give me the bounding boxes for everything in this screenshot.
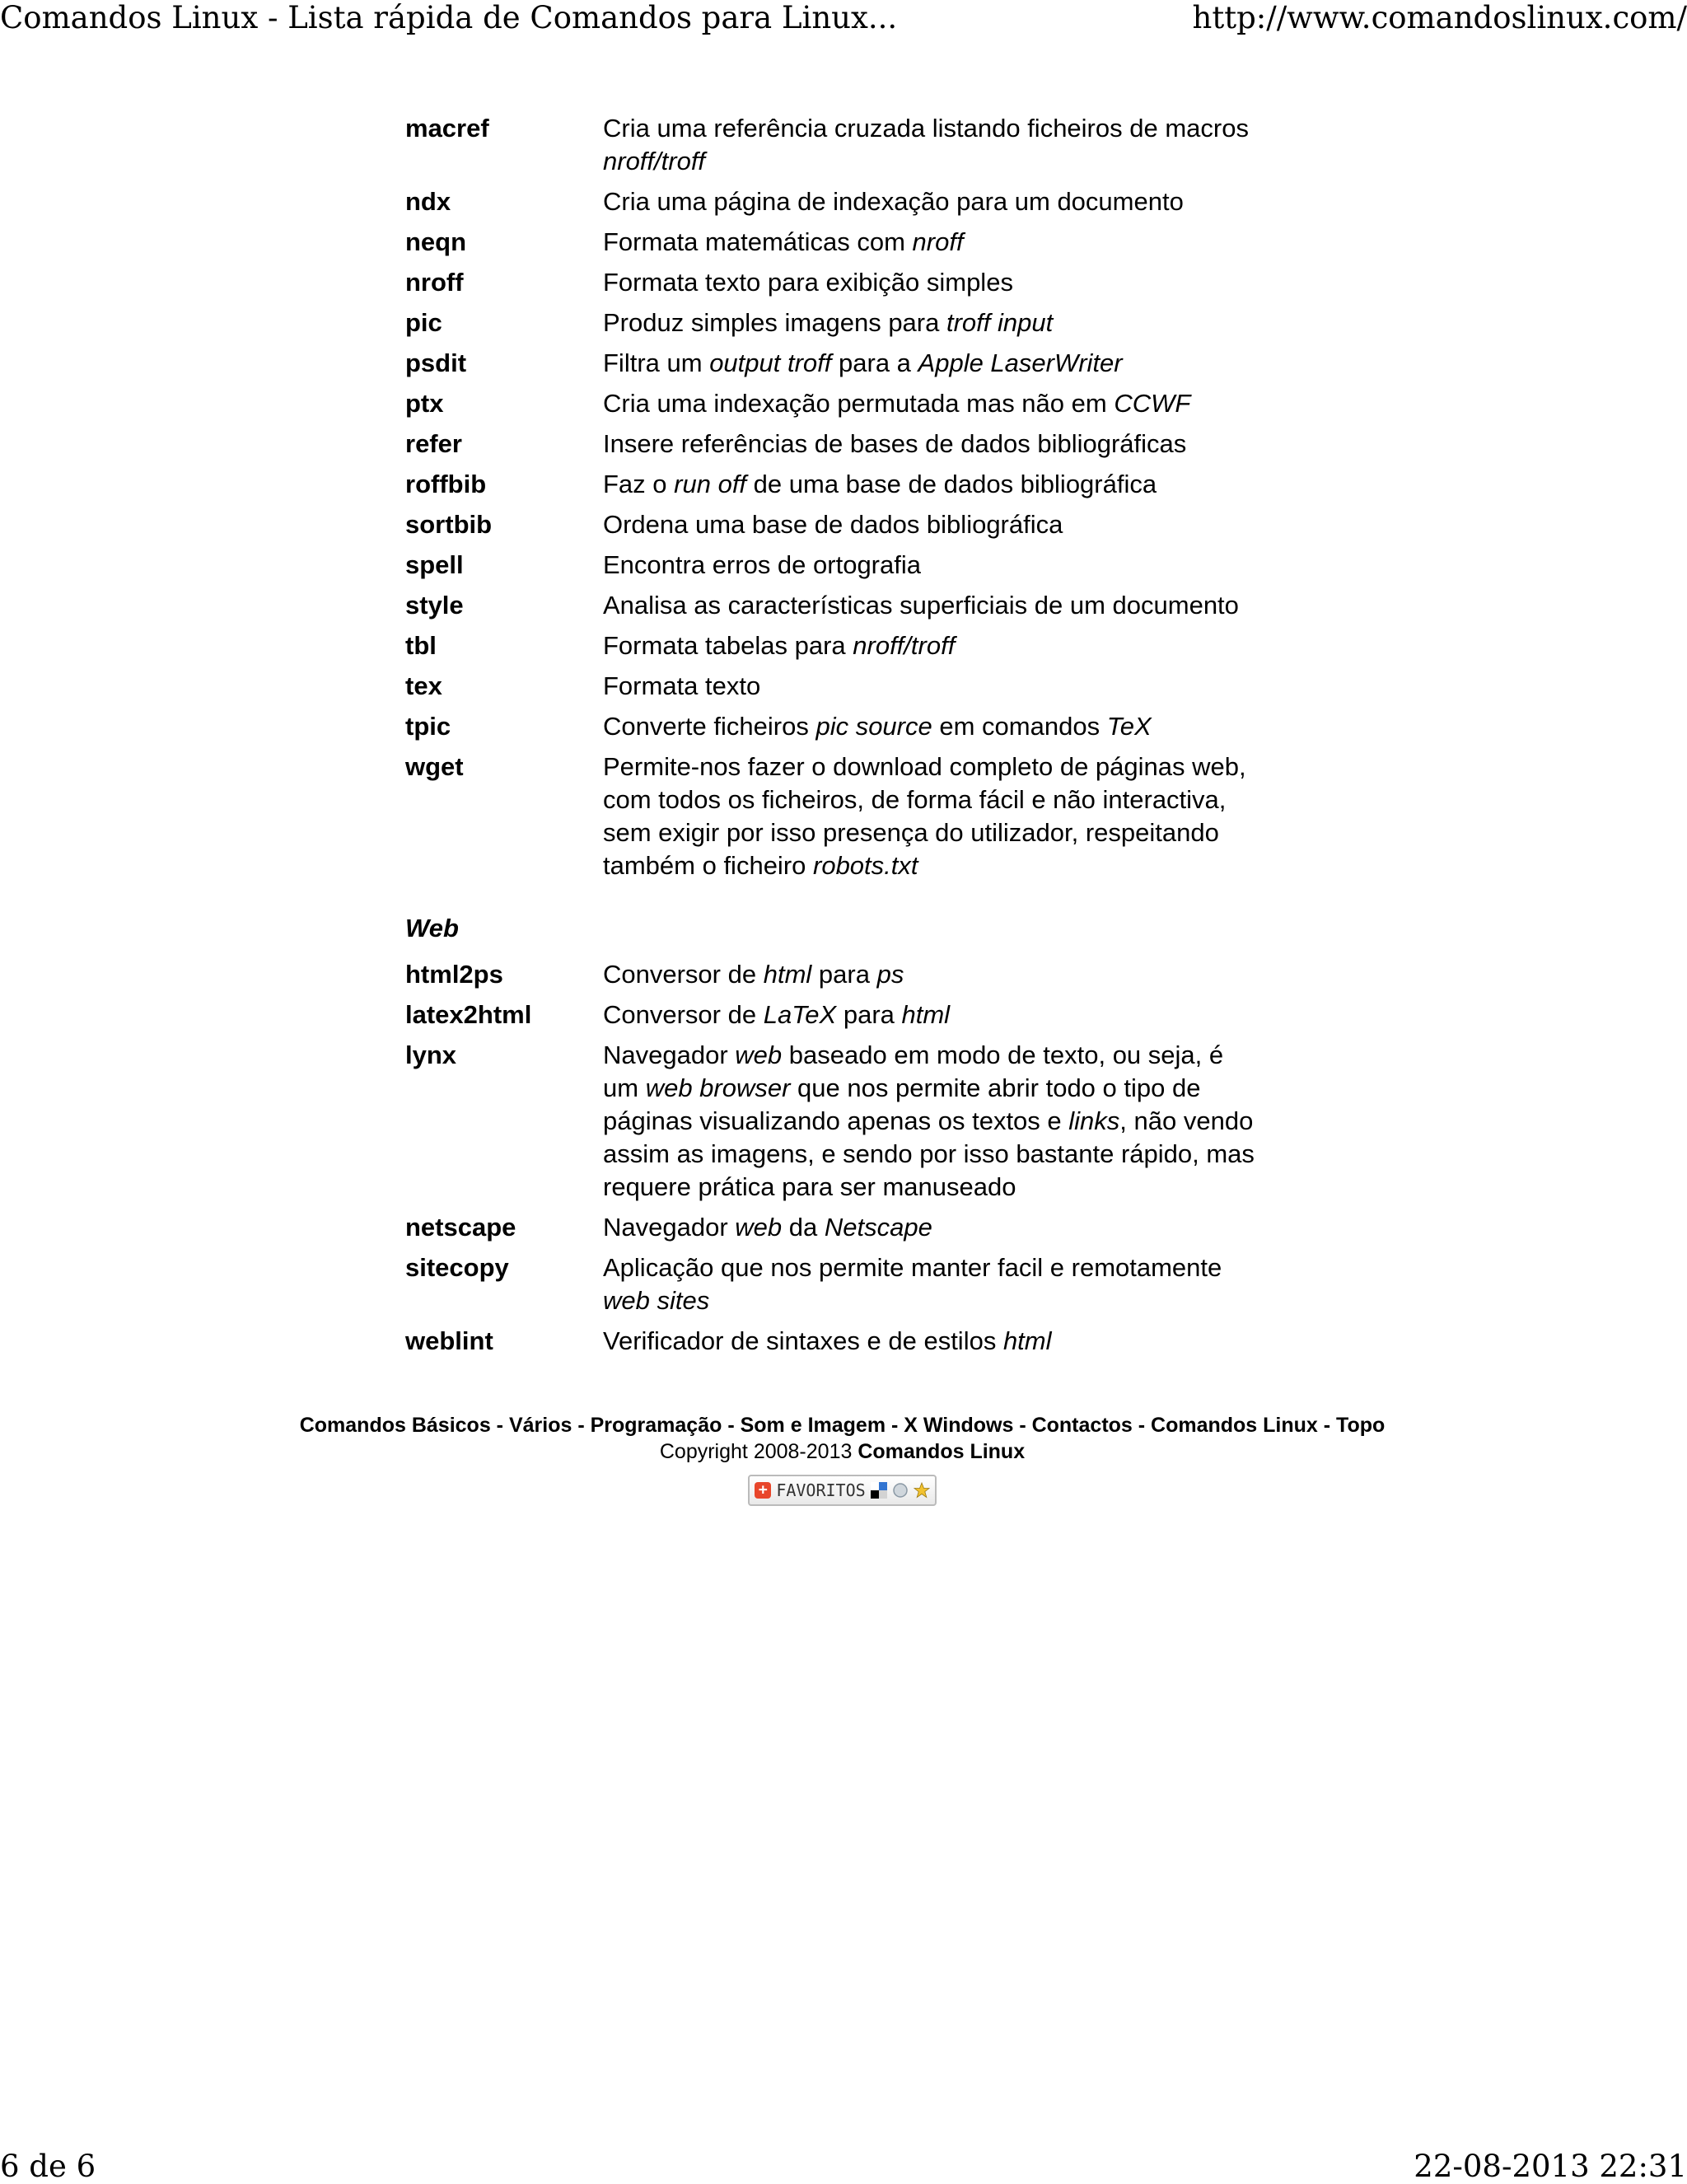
description-text: que nos permite abrir todo o tipo de páginas visualizando apenas os textos e	[603, 1073, 1201, 1135]
command-description	[603, 387, 1262, 420]
description-text: Navegador	[603, 1213, 736, 1242]
description-text: Analisa as características superficiais de um documento	[603, 591, 1239, 620]
description-text: para a	[831, 348, 918, 377]
command-row	[405, 387, 1270, 420]
description-emphasis: web	[735, 1041, 783, 1069]
command-description	[603, 1251, 1262, 1317]
description-text: para	[811, 960, 877, 989]
description-text: para	[836, 1000, 902, 1029]
section-title-web: Web	[405, 914, 459, 942]
description-emphasis: ps	[876, 960, 904, 989]
description-emphasis: web sites	[603, 1286, 710, 1315]
copyright	[247, 1438, 1437, 1465]
copyright-link[interactable]: Comandos Linux	[858, 1440, 1026, 1463]
plus-icon: +	[755, 1482, 771, 1499]
command-name: refer	[405, 429, 462, 458]
command-name: pic	[405, 308, 442, 337]
description-emphasis: Apple LaserWriter	[918, 348, 1123, 377]
command-name: wget	[405, 752, 464, 781]
description-text: Cria uma página de indexação para um documento	[603, 187, 1184, 216]
command-list	[405, 112, 1270, 1365]
description-text: Conversor de	[603, 1000, 764, 1029]
command-description	[603, 1211, 1262, 1244]
description-emphasis: output troff	[709, 348, 832, 377]
description-emphasis: pic source	[815, 712, 932, 741]
footer-nav-links[interactable]: Comandos Básicos - Vários - Programação - Som e Imagem - X Windows - Contactos - Comandos Linux - Topo	[299, 1414, 1386, 1437]
command-row	[405, 1251, 1270, 1317]
description-text: Formata tabelas para	[603, 631, 853, 660]
description-text: Conversor de	[603, 960, 764, 989]
description-emphasis: nroff/troff	[603, 147, 706, 175]
command-row	[405, 670, 1270, 703]
command-row	[405, 428, 1270, 461]
description-emphasis: web browser	[645, 1073, 791, 1102]
command-name: latex2html	[405, 1000, 532, 1029]
command-row	[405, 112, 1270, 178]
command-description	[603, 549, 1262, 582]
command-row	[405, 1211, 1270, 1244]
command-row	[405, 1325, 1270, 1358]
description-emphasis: CCWF	[1114, 389, 1191, 418]
description-emphasis: html	[763, 960, 812, 989]
command-name: netscape	[405, 1213, 516, 1242]
web-command-table	[405, 958, 1270, 1358]
bookmark-icon	[892, 1482, 909, 1499]
description-emphasis: robots.txt	[813, 851, 918, 880]
description-text: Ordena uma base de dados bibliográfica	[603, 510, 1063, 539]
description-emphasis: Netscape	[824, 1213, 932, 1242]
description-text: Verificador de sintaxes e de estilos	[603, 1326, 1003, 1355]
command-name: weblint	[405, 1326, 493, 1355]
description-emphasis: nroff/troff	[853, 631, 956, 660]
command-description	[603, 751, 1262, 882]
command-row	[405, 1039, 1270, 1204]
command-description	[603, 508, 1262, 541]
description-text: da	[782, 1213, 825, 1242]
command-name: ptx	[405, 389, 444, 418]
command-row	[405, 589, 1270, 622]
command-row	[405, 185, 1270, 218]
copyright-text: Copyright 2008-2013	[659, 1440, 858, 1463]
command-description	[603, 347, 1262, 380]
command-name: macref	[405, 114, 489, 143]
command-row	[405, 347, 1270, 380]
description-text: Produz simples imagens para	[603, 308, 946, 337]
command-row	[405, 549, 1270, 582]
star-icon	[914, 1482, 930, 1499]
command-row	[405, 468, 1270, 501]
command-name: sitecopy	[405, 1253, 509, 1282]
command-description	[603, 998, 1262, 1031]
command-row	[405, 958, 1270, 991]
description-text: Formata texto	[603, 671, 761, 700]
command-name: tex	[405, 671, 442, 700]
description-emphasis: run off	[674, 470, 747, 498]
delicious-icon	[871, 1482, 887, 1499]
command-description	[603, 185, 1262, 218]
command-description	[603, 670, 1262, 703]
command-name: lynx	[405, 1041, 457, 1069]
command-table	[405, 112, 1270, 882]
command-description	[603, 428, 1262, 461]
command-description	[603, 468, 1262, 501]
description-emphasis: web	[735, 1213, 783, 1242]
description-emphasis: nroff	[912, 227, 964, 256]
command-name: style	[405, 591, 464, 620]
description-text: baseado em modo de texto, ou seja, é um	[603, 1041, 1224, 1102]
command-row	[405, 306, 1270, 339]
description-text: em comandos	[932, 712, 1107, 741]
print-datetime: 22-08-2013 22:31	[1414, 2149, 1687, 2184]
description-text: Permite-nos fazer o download completo de páginas web, com todos os ficheiros, de forma fácil e não interactiva, sem exigir por isso presença do utilizador, respeitando também o ficheiro	[603, 752, 1246, 880]
command-name: html2ps	[405, 960, 503, 989]
favoritos-label: FAVORITOS	[776, 1480, 866, 1500]
description-emphasis: TeX	[1106, 712, 1152, 741]
command-name: psdit	[405, 348, 467, 377]
description-emphasis: LaTeX	[763, 1000, 837, 1029]
command-row	[405, 629, 1270, 662]
command-row	[405, 751, 1270, 882]
command-description	[603, 306, 1262, 339]
command-description	[603, 266, 1262, 299]
command-name: spell	[405, 550, 464, 579]
description-text: Formata matemáticas com	[603, 227, 913, 256]
description-text: Encontra erros de ortografia	[603, 550, 921, 579]
print-page-number: 6 de 6	[0, 2149, 96, 2184]
command-row	[405, 998, 1270, 1031]
command-name: tbl	[405, 631, 437, 660]
description-text: Insere referências de bases de dados bibliográficas	[603, 429, 1187, 458]
command-description	[603, 1325, 1262, 1358]
command-description	[603, 958, 1262, 991]
print-page-url: http://www.comandoslinux.com/	[1192, 0, 1687, 35]
print-page-title: Comandos Linux - Lista rápida de Comandos para Linux...	[0, 0, 898, 35]
description-text: Aplicação que nos permite manter facil e remotamente	[603, 1253, 1222, 1282]
command-name: nroff	[405, 268, 464, 297]
command-name: roffbib	[405, 470, 487, 498]
description-text: Converte ficheiros	[603, 712, 816, 741]
command-name: neqn	[405, 227, 467, 256]
command-description	[603, 629, 1262, 662]
command-row	[405, 266, 1270, 299]
command-row	[405, 710, 1270, 743]
command-description	[603, 589, 1262, 622]
description-text: , não vendo assim as imagens, e sendo por isso bastante rápido, mas requere prática para ser manuseado	[603, 1106, 1255, 1201]
site-footer	[247, 1412, 1437, 1506]
description-emphasis: html	[1002, 1326, 1052, 1355]
description-emphasis: links	[1068, 1106, 1120, 1135]
command-name: sortbib	[405, 510, 493, 539]
command-row	[405, 226, 1270, 259]
command-row	[405, 508, 1270, 541]
description-emphasis: troff input	[946, 308, 1054, 337]
description-text: Faz o	[603, 470, 675, 498]
description-text: Formata texto para exibição simples	[603, 268, 1013, 297]
command-name: tpic	[405, 712, 451, 741]
command-description	[603, 226, 1262, 259]
command-description	[603, 1039, 1262, 1204]
favoritos-button[interactable]	[748, 1475, 936, 1506]
command-description	[603, 710, 1262, 743]
description-text: Cria uma indexação permutada mas não em	[603, 389, 1115, 418]
description-emphasis: html	[901, 1000, 951, 1029]
description-text: de uma base de dados bibliográfica	[746, 470, 1157, 498]
description-text: Filtra um	[603, 348, 710, 377]
description-text: Cria uma referência cruzada listando ficheiros de macros	[603, 114, 1249, 143]
command-description	[603, 112, 1262, 178]
command-name: ndx	[405, 187, 451, 216]
description-text: Navegador	[603, 1041, 736, 1069]
